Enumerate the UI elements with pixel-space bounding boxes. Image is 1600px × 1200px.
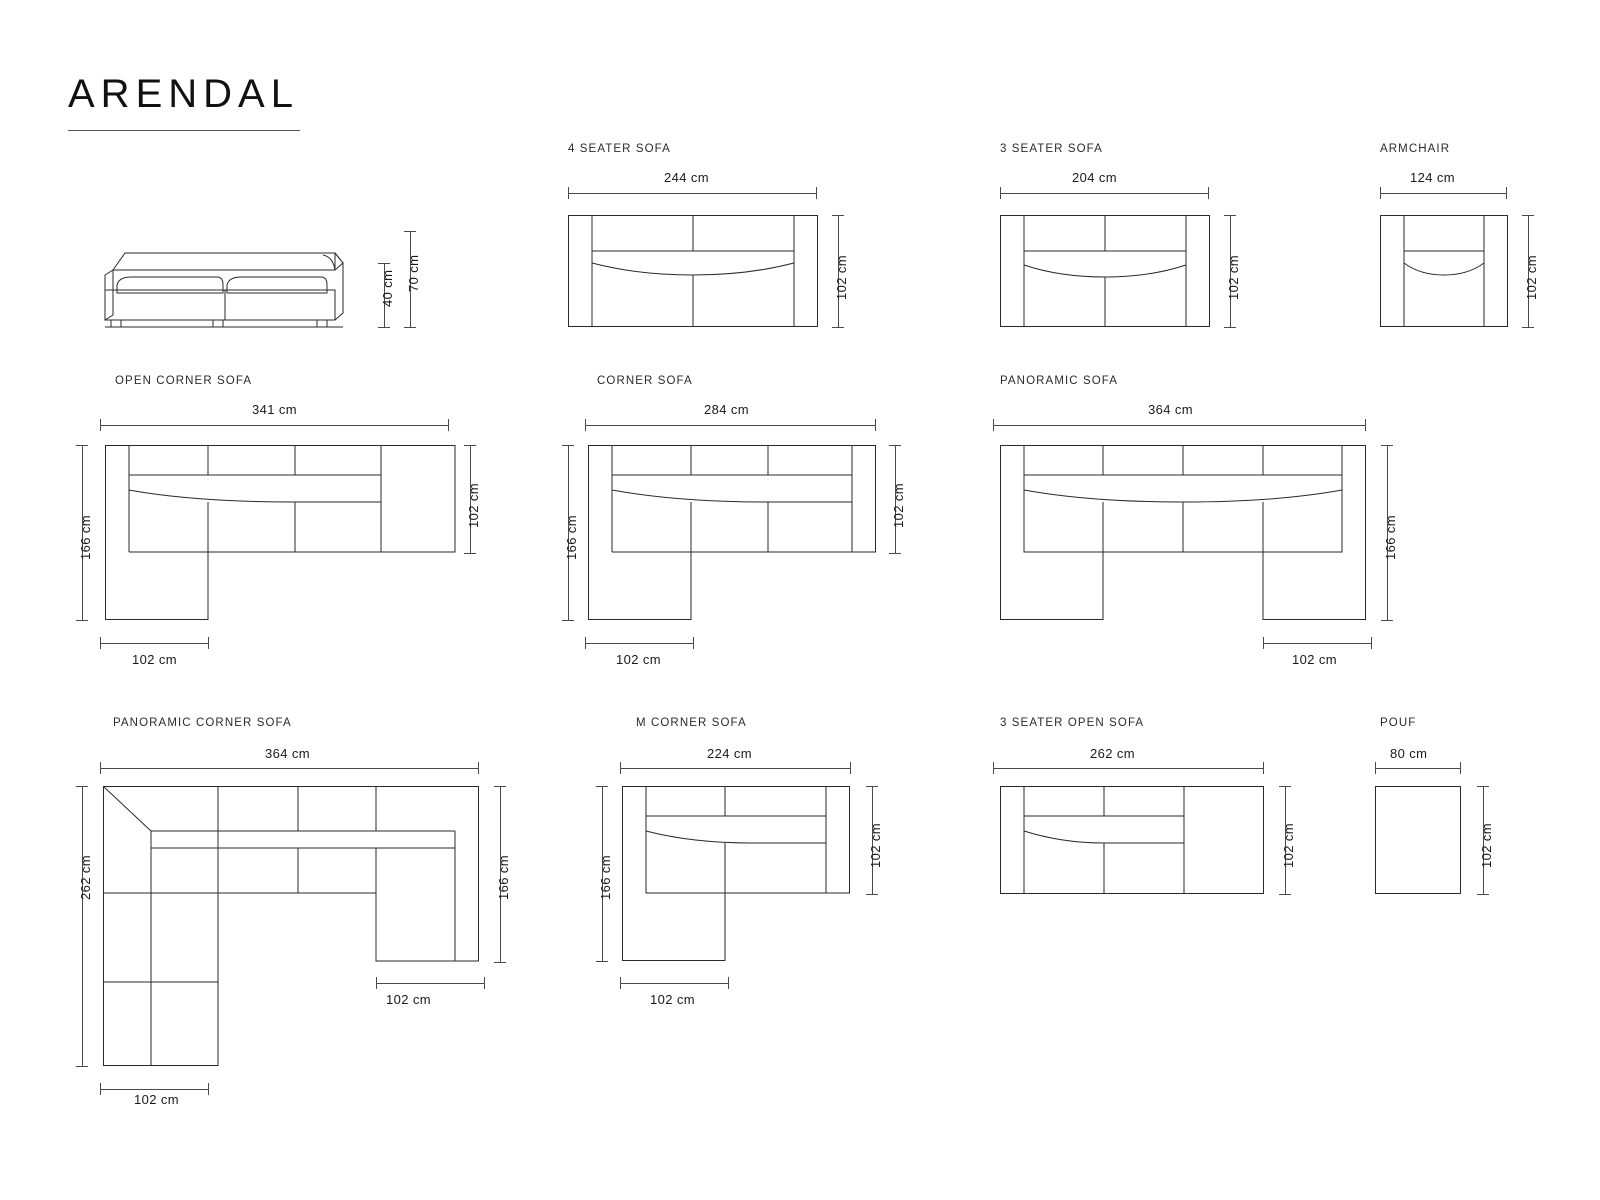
dim-armchair-width: 124 cm (1410, 170, 1456, 185)
tick-corner-width-right (875, 419, 876, 431)
dim-pouf-depth: 102 cm (1479, 822, 1494, 868)
persp-total-height: 70 cm (406, 254, 421, 292)
dimline-3seateropen-width (993, 768, 1263, 769)
plan-m-corner-sofa (622, 786, 850, 961)
dimline-panoramic-width (993, 425, 1365, 426)
tick-panoramic-foot-right (1371, 637, 1372, 649)
tick-corner-foot-left (585, 637, 586, 649)
dimline-panocorner-foot-right (376, 983, 484, 984)
tick-opencorner-foot-right (208, 637, 209, 649)
tick-mcorner-width-right (850, 762, 851, 774)
tick-panocorner-depth-top (494, 786, 506, 787)
tick-panocorner-footr-right (484, 977, 485, 989)
label-panoramic-corner-sofa: PANORAMIC CORNER SOFA (113, 717, 292, 729)
tick-3seater-width-right (1208, 187, 1209, 199)
tick-3seateropen-depth-bottom (1279, 894, 1291, 895)
tick-panoramic-width-left (993, 419, 994, 431)
dim-panoramic-foot: 102 cm (1292, 652, 1338, 667)
label-panoramic-sofa: PANORAMIC SOFA (1000, 375, 1119, 387)
perspective-drawing (95, 215, 375, 340)
persp-seat-tick-bottom (378, 327, 390, 328)
dim-opencorner-side: 166 cm (78, 514, 93, 560)
tick-panocorner-depth-bottom (494, 962, 506, 963)
tick-3seateropen-depth-top (1279, 786, 1291, 787)
dim-pouf-width: 80 cm (1390, 746, 1428, 761)
tick-3seateropen-width-right (1263, 762, 1264, 774)
dim-3seateropen-width: 262 cm (1090, 746, 1136, 761)
dim-3seateropen-depth: 102 cm (1281, 822, 1296, 868)
tick-panocorner-footb-right (208, 1083, 209, 1095)
dim-mcorner-foot: 102 cm (650, 992, 696, 1007)
tick-panocorner-side-bottom (76, 1066, 88, 1067)
tick-3seateropen-width-left (993, 762, 994, 774)
tick-armchair-depth-top (1522, 215, 1534, 216)
tick-corner-width-left (585, 419, 586, 431)
dim-mcorner-depth: 102 cm (868, 822, 883, 868)
tick-panocorner-footb-left (100, 1083, 101, 1095)
page-title: ARENDAL (68, 72, 299, 116)
dim-mcorner-side: 166 cm (598, 854, 613, 900)
dim-3seater-width: 204 cm (1072, 170, 1118, 185)
plan-corner-sofa (588, 445, 876, 620)
tick-panocorner-side-top (76, 786, 88, 787)
dim-mcorner-width: 224 cm (707, 746, 753, 761)
tick-pouf-depth-bottom (1477, 894, 1489, 895)
dim-panoramic-depth: 166 cm (1383, 514, 1398, 560)
label-3-seater-sofa: 3 SEATER SOFA (1000, 143, 1103, 155)
tick-mcorner-width-left (620, 762, 621, 774)
dimline-opencorner-foot (100, 643, 208, 644)
dimline-corner-foot (585, 643, 693, 644)
dimline-panocorner-foot-bottom (100, 1089, 208, 1090)
dim-panocorner-depth: 166 cm (496, 854, 511, 900)
tick-panocorner-width-right (478, 762, 479, 774)
dimline-3seater-width (1000, 193, 1208, 194)
tick-pouf-width-right (1460, 762, 1461, 774)
tick-mcorner-depth-bottom (866, 894, 878, 895)
tick-mcorner-foot-right (728, 977, 729, 989)
plan-4-seater-sofa (568, 215, 818, 327)
dimline-pouf-width (1375, 768, 1460, 769)
plan-3-seater-sofa (1000, 215, 1210, 327)
tick-panoramic-depth-bottom (1381, 620, 1393, 621)
dimline-opencorner-width (100, 425, 448, 426)
dim-panocorner-side: 262 cm (78, 854, 93, 900)
tick-corner-depth-top (889, 445, 901, 446)
tick-3seater-width-left (1000, 187, 1001, 199)
persp-height-tick-bottom (404, 327, 416, 328)
tick-pouf-depth-top (1477, 786, 1489, 787)
persp-seat-tick-top (378, 263, 390, 264)
tick-mcorner-depth-top (866, 786, 878, 787)
tick-corner-side-top (562, 445, 574, 446)
plan-panoramic-corner-sofa (103, 786, 479, 1066)
label-open-corner-sofa: OPEN CORNER SOFA (115, 375, 253, 387)
dimline-armchair-width (1380, 193, 1506, 194)
tick-corner-foot-right (693, 637, 694, 649)
tick-opencorner-side-bottom (76, 620, 88, 621)
dimline-4seater-width (568, 193, 816, 194)
tick-3seater-depth-top (1224, 215, 1236, 216)
tick-4seater-depth-top (832, 215, 844, 216)
tick-opencorner-width-left (100, 419, 101, 431)
label-m-corner-sofa: M CORNER SOFA (636, 717, 747, 729)
label-corner-sofa: CORNER SOFA (597, 375, 693, 387)
plan-pouf (1375, 786, 1461, 894)
dimline-panoramic-foot (1263, 643, 1371, 644)
tick-panoramic-depth-top (1381, 445, 1393, 446)
dim-opencorner-foot: 102 cm (132, 652, 178, 667)
tick-panocorner-width-left (100, 762, 101, 774)
tick-mcorner-side-top (596, 786, 608, 787)
tick-panoramic-width-right (1365, 419, 1366, 431)
dim-corner-width: 284 cm (704, 402, 750, 417)
title-underline (68, 130, 300, 131)
dim-panocorner-foot-bottom: 102 cm (134, 1092, 180, 1107)
label-3-seater-open-sofa: 3 SEATER OPEN SOFA (1000, 717, 1145, 729)
tick-mcorner-side-bottom (596, 961, 608, 962)
tick-armchair-depth-bottom (1522, 327, 1534, 328)
tick-opencorner-side-top (76, 445, 88, 446)
plan-panoramic-sofa (1000, 445, 1366, 620)
dimline-panocorner-width (100, 768, 478, 769)
tick-pouf-width-left (1375, 762, 1376, 774)
tick-3seater-depth-bottom (1224, 327, 1236, 328)
dim-corner-foot: 102 cm (616, 652, 662, 667)
dimline-panocorner-side (82, 786, 83, 1066)
label-pouf: POUF (1380, 717, 1417, 729)
tick-4seater-depth-bottom (832, 327, 844, 328)
tick-opencorner-depth-bottom (464, 553, 476, 554)
dimline-mcorner-foot (620, 983, 728, 984)
plan-armchair (1380, 215, 1508, 327)
tick-corner-depth-bottom (889, 553, 901, 554)
tick-opencorner-width-right (448, 419, 449, 431)
dimline-mcorner-width (620, 768, 850, 769)
label-4-seater-sofa: 4 SEATER SOFA (568, 143, 671, 155)
dim-corner-side: 166 cm (564, 514, 579, 560)
plan-3-seater-open-sofa (1000, 786, 1264, 894)
tick-4seater-width-left (568, 187, 569, 199)
dimline-corner-width (585, 425, 875, 426)
tick-armchair-width-left (1380, 187, 1381, 199)
tick-corner-side-bottom (562, 620, 574, 621)
tick-panoramic-foot-left (1263, 637, 1264, 649)
dim-4seater-depth: 102 cm (834, 254, 849, 300)
tick-opencorner-foot-left (100, 637, 101, 649)
dim-panoramic-width: 364 cm (1148, 402, 1194, 417)
tick-panocorner-footr-left (376, 977, 377, 989)
label-armchair: ARMCHAIR (1380, 143, 1451, 155)
dim-armchair-depth: 102 cm (1524, 254, 1539, 300)
tick-4seater-width-right (816, 187, 817, 199)
dim-opencorner-depth: 102 cm (466, 482, 481, 528)
tick-opencorner-depth-top (464, 445, 476, 446)
persp-height-tick-top (404, 231, 416, 232)
persp-seat-height: 40 cm (380, 269, 395, 307)
dim-panocorner-width: 364 cm (265, 746, 311, 761)
dim-3seater-depth: 102 cm (1226, 254, 1241, 300)
dim-panocorner-foot-right: 102 cm (386, 992, 432, 1007)
plan-open-corner-sofa (105, 445, 455, 620)
tick-armchair-width-right (1506, 187, 1507, 199)
dim-opencorner-width: 341 cm (252, 402, 298, 417)
tick-mcorner-foot-left (620, 977, 621, 989)
dim-corner-depth: 102 cm (891, 482, 906, 528)
dim-4seater-width: 244 cm (664, 170, 710, 185)
